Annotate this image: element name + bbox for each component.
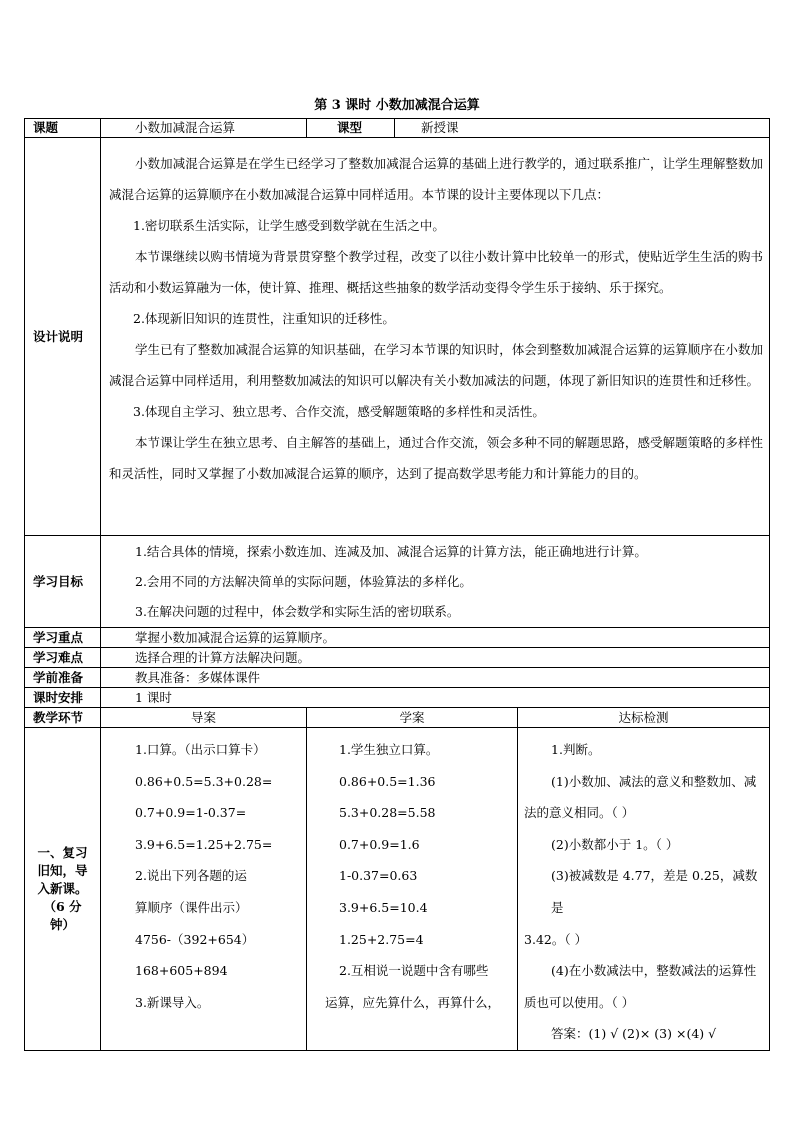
goal-item: 3.在解决问题的过程中，体会数学和实际生活的密切联系。	[135, 603, 460, 619]
study-line: 0.86+0.5=1.36	[339, 773, 436, 789]
check-column	[518, 728, 770, 1051]
check-header: 达标检测	[518, 708, 770, 728]
guide-header: 导案	[101, 708, 307, 728]
study-line: 1.25+2.75=4	[339, 931, 424, 947]
guide-line: 0.7+0.9=1-0.37=	[135, 805, 247, 821]
schedule-value: 1 课时	[101, 688, 770, 708]
goals-label: 学习目标	[25, 536, 101, 628]
check-line: 答案：(1) √ (2)× (3) ×(4) √	[551, 1026, 717, 1042]
topic-label: 课题	[25, 119, 101, 138]
check-line: (2)小数都小于 1。（ ）	[551, 836, 679, 852]
study-line: 3.9+6.5=10.4	[339, 899, 428, 915]
stage1-row	[25, 728, 770, 1051]
goal-item: 2.会用不同的方法解决简单的实际问题，体验算法的多样化。	[135, 573, 472, 589]
study-line: 1-0.37=0.63	[339, 868, 418, 884]
study-line: 2.互相说一说题中含有哪些	[339, 963, 489, 979]
design-content	[101, 138, 770, 536]
preparation-value: 教具准备：多媒体课件	[101, 668, 770, 688]
design-point: 2.体现新旧知识的连贯性，注重知识的迁移性。	[133, 311, 395, 326]
guide-line: 3.9+6.5=1.25+2.75=	[135, 836, 273, 852]
guide-line: 算顺序（课件出示）	[135, 899, 248, 915]
goals-row	[25, 536, 770, 628]
guide-column	[101, 728, 307, 1051]
guide-line: 0.86+0.5=5.3+0.28=	[135, 773, 273, 789]
guide-line: 4756-（392+654）	[135, 931, 255, 947]
difficulty-label: 学习难点	[25, 648, 101, 668]
stage1-label-line: 一、复习	[37, 844, 88, 860]
section-label: 教学环节	[25, 708, 101, 728]
page-title: 第 3 课时 小数加减混合运算	[314, 98, 480, 113]
goals-content	[101, 536, 770, 628]
preparation-row	[25, 668, 770, 688]
check-line: 3.42。（ ）	[524, 931, 588, 947]
difficulty-row	[25, 648, 770, 668]
stage1-label	[25, 728, 101, 1051]
check-line: (1)小数加、减法的意义和整数加、减	[551, 773, 757, 789]
schedule-row	[25, 688, 770, 708]
key-point-value: 掌握小数加减混合运算的运算顺序。	[101, 628, 770, 648]
study-line: 5.3+0.28=5.58	[339, 805, 436, 821]
section-header-row	[25, 708, 770, 728]
goal-item: 1.结合具体的情境，探索小数连加、连减及加、减混合运算的计算方法，能正确地进行计算。	[135, 543, 647, 559]
design-paragraph: 小数加减混合运算是在学生已经学习了整数加减混合运算的基础上进行教学的，通过联系推广，让学生理解整数加减混合运算的运算顺序在小数加减混合运算中同样适用。本节课的设计主要体现以下几点：	[109, 156, 764, 202]
preparation-label: 学前准备	[25, 668, 101, 688]
design-row	[25, 138, 770, 536]
design-point: 1.密切联系生活实际，让学生感受到数学就在生活之中。	[133, 218, 445, 233]
type-label: 课型	[307, 119, 395, 138]
study-line: 运算，应先算什么，再算什么，	[325, 994, 501, 1010]
design-label: 设计说明	[25, 138, 101, 536]
stage1-label-line: 入新课。	[37, 880, 88, 896]
check-line: 法的意义相同。（ ）	[524, 805, 635, 821]
study-column	[307, 728, 518, 1051]
design-paragraph: 本节课让学生在独立思考、自主解答的基础上，通过合作交流，领会多种不同的解题思路，感受解题策略的多样性和灵活性，同时又掌握了小数加减混合运算的顺序，达到了提高数学思考能力和计算能力的目的。	[109, 435, 764, 481]
lesson-plan-table	[24, 118, 770, 1051]
type-value: 新授课	[395, 119, 770, 138]
topic-row	[25, 119, 770, 138]
study-line: 1.学生独立口算。	[339, 742, 439, 757]
guide-line: 168+605+894	[135, 963, 228, 979]
topic-value: 小数加减混合运算	[101, 119, 307, 138]
check-line: (3)被减数是 4.77，差是 0.25，减数是	[551, 868, 758, 915]
difficulty-value: 选择合理的计算方法解决问题。	[101, 648, 770, 668]
design-point: 3.体现自主学习、独立思考、合作交流，感受解题策略的多样性和灵活性。	[133, 404, 545, 419]
key-point-row	[25, 628, 770, 648]
design-paragraph: 学生已有了整数加减混合运算的知识基础，在学习本节课的知识时，体会到整数加减混合运算的运算顺序在小数加减混合运算中同样适用，利用整数加减法的知识可以解决有关小数加减法的问题，体现了新旧知识的连贯性和迁移性。	[109, 342, 764, 388]
schedule-label: 课时安排	[25, 688, 101, 708]
check-line: (4)在小数减法中，整数减法的运算性	[551, 963, 757, 979]
design-paragraph: 本节课继续以购书情境为背景贯穿整个教学过程，改变了以往小数计算中比较单一的形式，使贴近学生生活的购书活动和小数运算融为一体，使计算、推理、概括这些抽象的数学活动变得令学生乐于接纳、乐于探究。	[109, 249, 764, 295]
stage1-label-line: （6 分钟）	[43, 898, 82, 932]
check-line: 质也可以使用。（ ）	[524, 994, 635, 1010]
stage1-label-line: 旧知，导	[37, 862, 88, 878]
guide-line: 1.口算。（出示口算卡）	[135, 742, 266, 757]
key-point-label: 学习重点	[25, 628, 101, 648]
guide-line: 2.说出下列各题的运	[135, 868, 247, 884]
study-line: 0.7+0.9=1.6	[339, 836, 420, 852]
guide-line: 3.新课导入。	[135, 994, 210, 1010]
study-header: 学案	[307, 708, 518, 728]
check-line: 1.判断。	[551, 742, 601, 757]
